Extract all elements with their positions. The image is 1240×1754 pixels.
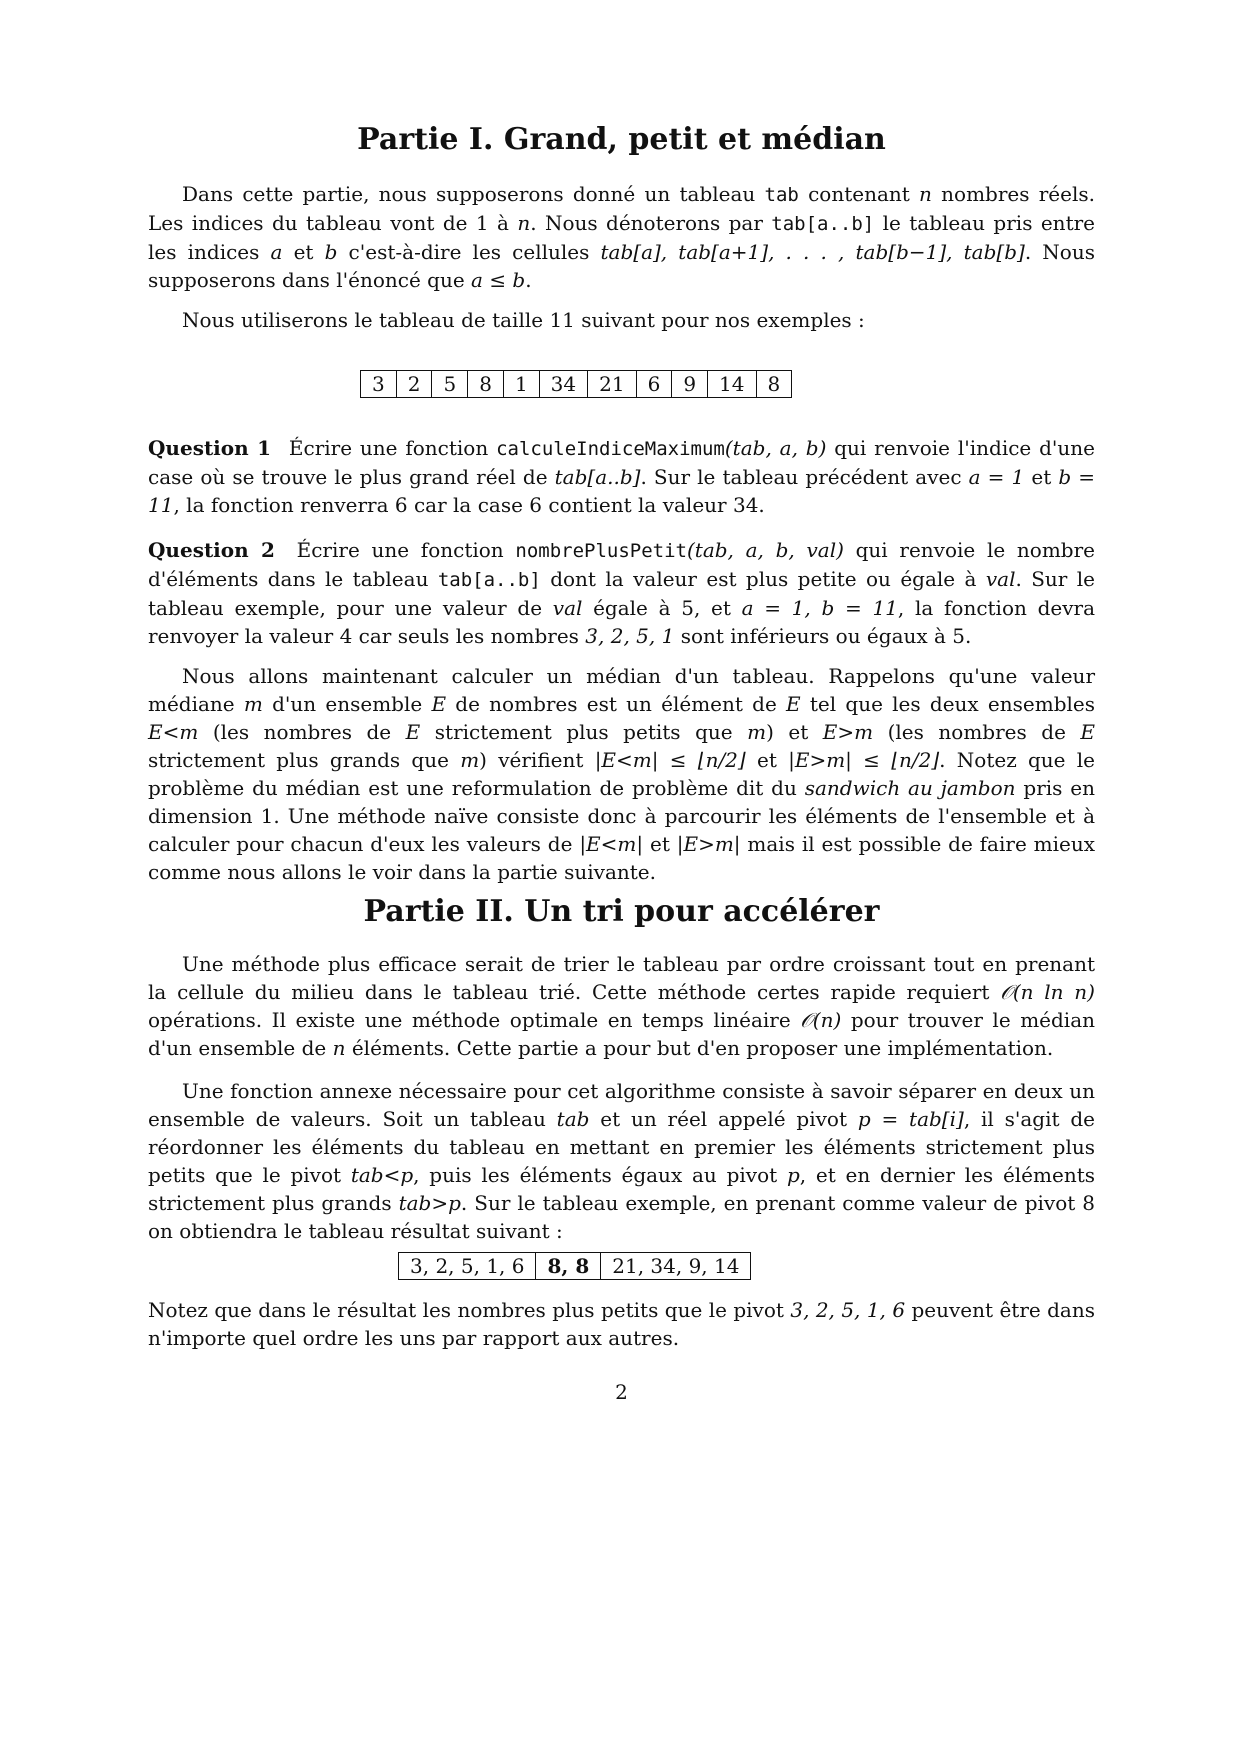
part2-paragraph-2: Une fonction annexe nécessaire pour cet algorithme consiste à savoir séparer en deux un ensemble de valeurs. Soit un tableau tab et un réel appelé pivot p = tab[i], il s'agit de réordonner les éléments du tableau en mettant en premier les éléments strictement plus petits que le pivot tab<p, puis les éléments égaux au pivot p, et en dernier les éléments strictement plus grands tab>p. Sur le tableau exemple, en prenant comme valeur de pivot 8 on obtiendra le tableau résultat suivant : — [148, 1079, 1096, 1243]
array-cell: 6 — [636, 371, 672, 398]
array-cell: 5 — [432, 371, 468, 398]
question-1: Question 1 Écrire une fonction calculeIndiceMaximum(tab, a, b) qui renvoie l'indice d'une case où se trouve le plus grand réel de tab[a..b]. Sur le tableau précédent avec a = 1 et b = 11, la fonction renverra 6 car la case 6 contient la valeur 34. — [148, 436, 1096, 517]
median-paragraph: Nous allons maintenant calculer un médian d'un tableau. Rappelons qu'une valeur médiane m d'un ensemble E de nombres est un élément de E tel que les deux ensembles E<m (les nombres de E strictement plus petits que m) et E>m (les nombres de E strictement plus grands que m) vérifient |E<m| ≤ ⌊n/2⌋ et |E>m| ≤ ⌊n/2⌋. Notez que le problème du médian est une reformulation de problème dit du sandwich au jambon pris en dimension 1. Une méthode naïve consiste donc à parcourir les éléments de l'ensemble et à calculer pour chacun d'eux les valeurs de |E<m| et |E>m| mais il est possible de faire mieux comme nous allons le voir dans la partie suivante. — [148, 664, 1096, 884]
example-array — [360, 370, 792, 398]
array-cell: 14 — [708, 371, 756, 398]
result-cell-greater: 21, 34, 9, 14 — [601, 1253, 751, 1280]
part2-title: Partie II. Un tri pour accélérer — [363, 894, 880, 929]
part2-note: Notez que dans le résultat les nombres plus petits que le pivot 3, 2, 5, 1, 6 peuvent être dans n'importe quel ordre les uns par rapport aux autres. — [148, 1298, 1095, 1350]
part2-paragraph-1: Une méthode plus efficace serait de trier le tableau par ordre croissant tout en prenant la cellule du milieu dans le tableau trié. Cette méthode certes rapide requiert 𝒪(n ln n) opérations. Il existe une méthode optimale en temps linéaire 𝒪(n) pour trouver le médian d'un ensemble de n éléments. Cette partie a pour but d'en proposer une implémentation. — [148, 952, 1095, 1060]
page-number: 2 — [615, 1380, 628, 1404]
question-2: Question 2 Écrire une fonction nombrePlusPetit(tab, a, b, val) qui renvoie le nombre d'éléments dans le tableau tab[a..b] dont la valeur est plus petite ou égale à val. Sur le tableau exemple, pour une valeur de val égale à 5, et a = 1, b = 11, la fonction devra renvoyer la valeur 4 car seuls les nombres 3, 2, 5, 1 sont inférieurs ou égaux à 5. — [148, 538, 1096, 648]
result-cell-equal: 8, 8 — [536, 1253, 601, 1280]
array-cell: 8 — [468, 371, 504, 398]
part1-intro: Dans cette partie, nous supposerons donné un tableau tab contenant n nombres réels. Les indices du tableau vont de 1 à n. Nous dénoterons par tab[a..b] le tableau pris entre les indices a et b c'est-à-dire les cellules tab[a], tab[a+1], . . . , tab[b−1], tab[b]. Nous supposerons dans l'énoncé que a ≤ b. — [148, 182, 1095, 292]
part1-title: Partie I. Grand, petit et médian — [357, 122, 886, 157]
result-cell-less: 3, 2, 5, 1, 6 — [399, 1253, 536, 1280]
array-cell: 2 — [396, 371, 432, 398]
array-cell: 34 — [539, 371, 587, 398]
result-array — [398, 1252, 751, 1280]
array-cell: 1 — [503, 371, 539, 398]
array-cell: 8 — [756, 371, 792, 398]
array-cell: 9 — [672, 371, 708, 398]
array-cell: 3 — [361, 371, 397, 398]
example-intro: Nous utiliserons le tableau de taille 11 suivant pour nos exemples : — [182, 308, 865, 332]
array-cell: 21 — [588, 371, 636, 398]
